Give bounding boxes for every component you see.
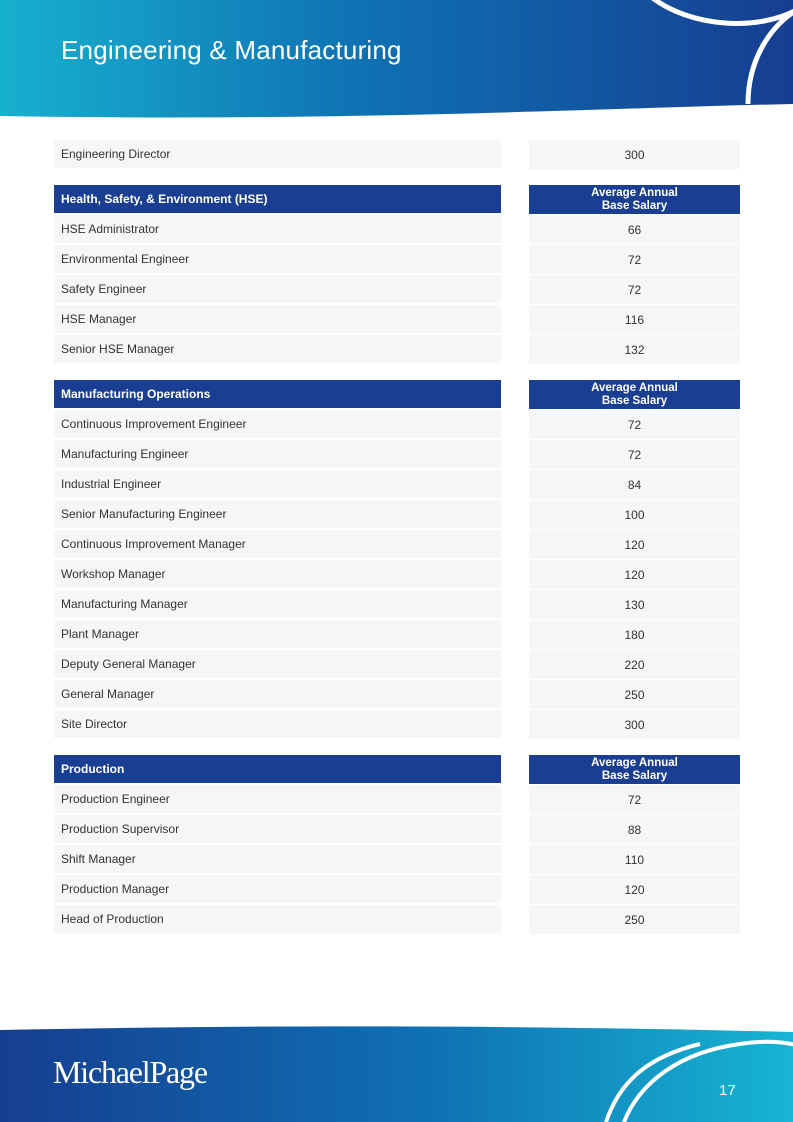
salary-value: 180 — [529, 620, 740, 650]
role-name: HSE Manager — [54, 305, 501, 334]
table-row — [54, 470, 740, 500]
table-row — [54, 845, 740, 875]
table-row — [54, 650, 740, 680]
table-row — [54, 215, 740, 245]
salary-value: 72 — [529, 785, 740, 815]
role-name: Industrial Engineer — [54, 470, 501, 499]
role-name: Plant Manager — [54, 620, 501, 649]
table-row — [54, 305, 740, 335]
table-row — [54, 875, 740, 905]
role-name: Site Director — [54, 710, 501, 739]
section-title: Production — [54, 755, 501, 784]
table-row — [54, 440, 740, 470]
role-name: Workshop Manager — [54, 560, 501, 589]
section-hse — [54, 185, 740, 365]
table-row — [54, 335, 740, 365]
page-number: 17 — [719, 1082, 736, 1099]
table-row — [54, 275, 740, 305]
table-row — [54, 815, 740, 845]
role-name: Environmental Engineer — [54, 245, 501, 274]
salary-column-header: Average Annual Base Salary — [529, 380, 740, 410]
table-row — [54, 710, 740, 740]
table-row — [54, 620, 740, 650]
section-title: Manufacturing Operations — [54, 380, 501, 409]
role-name: Production Manager — [54, 875, 501, 904]
table-row — [54, 410, 740, 440]
salary-value: 120 — [529, 875, 740, 905]
salary-value: 130 — [529, 590, 740, 620]
section-header — [54, 755, 740, 785]
salary-value: 84 — [529, 470, 740, 500]
section-manufacturing-operations — [54, 380, 740, 740]
section-header — [54, 185, 740, 215]
section-header — [54, 380, 740, 410]
salary-value: 220 — [529, 650, 740, 680]
salary-value: 250 — [529, 680, 740, 710]
salary-tables — [54, 140, 740, 950]
page-header — [0, 0, 793, 125]
salary-value: 72 — [529, 410, 740, 440]
table-row — [54, 530, 740, 560]
top-section — [54, 140, 740, 170]
role-name: Senior Manufacturing Engineer — [54, 500, 501, 529]
salary-value: 120 — [529, 560, 740, 590]
table-row — [54, 680, 740, 710]
page-title: Engineering & Manufacturing — [61, 35, 402, 65]
role-name: Manufacturing Manager — [54, 590, 501, 619]
salary-value: 72 — [529, 275, 740, 305]
salary-value: 300 — [529, 710, 740, 740]
table-row — [54, 500, 740, 530]
table-row — [54, 590, 740, 620]
table-row — [54, 560, 740, 590]
role-name: Shift Manager — [54, 845, 501, 874]
salary-value: 120 — [529, 530, 740, 560]
salary-value: 110 — [529, 845, 740, 875]
salary-value: 300 — [529, 140, 740, 170]
salary-value: 116 — [529, 305, 740, 335]
role-name: Senior HSE Manager — [54, 335, 501, 364]
salary-column-header: Average Annual Base Salary — [529, 185, 740, 215]
salary-value: 88 — [529, 815, 740, 845]
salary-column-header: Average Annual Base Salary — [529, 755, 740, 785]
role-name: Continuous Improvement Manager — [54, 530, 501, 559]
role-name: General Manager — [54, 680, 501, 709]
table-row — [54, 140, 740, 170]
role-name: HSE Administrator — [54, 215, 501, 244]
role-name: Manufacturing Engineer — [54, 440, 501, 469]
role-name: Production Supervisor — [54, 815, 501, 844]
salary-value: 66 — [529, 215, 740, 245]
salary-value: 132 — [529, 335, 740, 365]
role-name: Safety Engineer — [54, 275, 501, 304]
table-row — [54, 905, 740, 935]
michael-page-logo: MichaelPage — [53, 1054, 207, 1090]
table-row — [54, 785, 740, 815]
salary-value: 100 — [529, 500, 740, 530]
salary-value: 250 — [529, 905, 740, 935]
role-name: Continuous Improvement Engineer — [54, 410, 501, 439]
table-row — [54, 245, 740, 275]
role-name: Engineering Director — [54, 140, 501, 169]
role-name: Deputy General Manager — [54, 650, 501, 679]
role-name: Head of Production — [54, 905, 501, 934]
section-production — [54, 755, 740, 935]
section-title: Health, Safety, & Environment (HSE) — [54, 185, 501, 214]
role-name: Production Engineer — [54, 785, 501, 814]
salary-value: 72 — [529, 440, 740, 470]
salary-value: 72 — [529, 245, 740, 275]
